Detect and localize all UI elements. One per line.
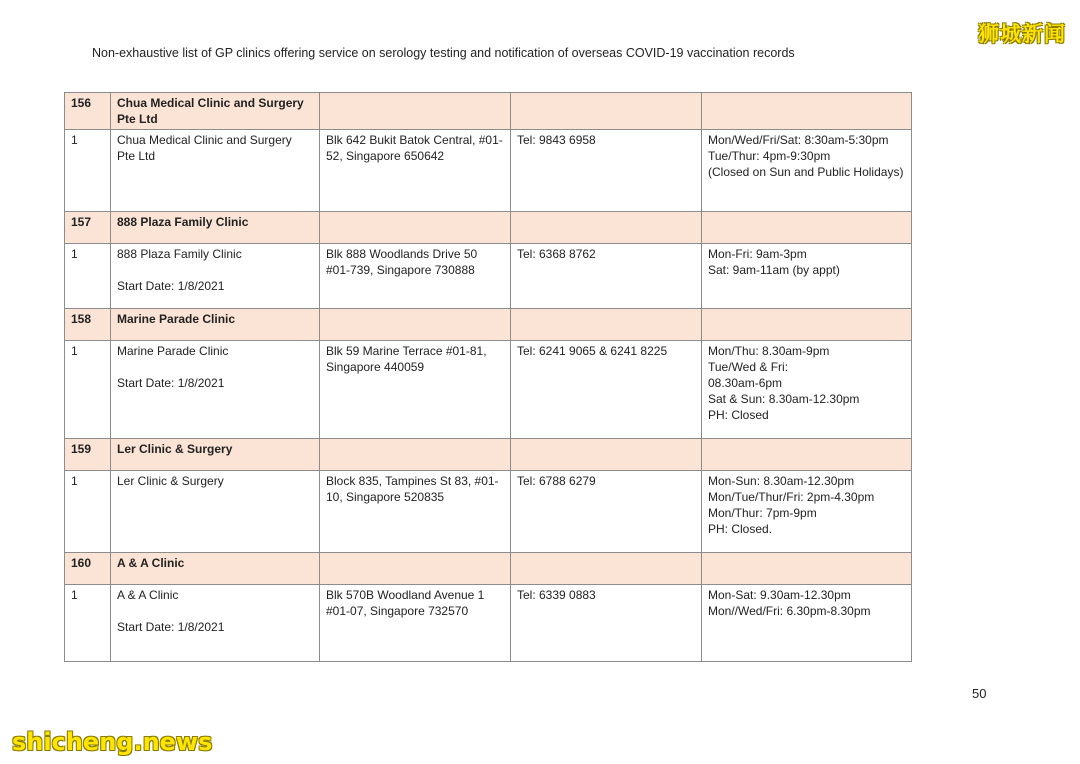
hours-line: Mon/Thu: 8.30am-9pm [708,344,830,358]
entry-index: 1 [65,471,111,553]
empty-cell [702,553,912,585]
clinic-number: 160 [65,553,111,585]
empty-cell [320,309,511,341]
entry-address: Block 835, Tampines St 83, #01-10, Singapore 520835 [320,471,511,553]
entry-name: 888 Plaza Family Clinic [117,247,242,261]
entry-tel: Tel: 9843 6958 [511,130,702,212]
empty-cell [511,212,702,244]
clinic-header-row [65,309,912,341]
empty-cell [702,212,912,244]
clinic-number: 156 [65,93,111,130]
clinic-detail-row [65,244,912,309]
empty-cell [702,439,912,471]
entry-hours [702,471,912,553]
clinic-detail-row [65,341,912,439]
entry-name: Marine Parade Clinic [117,344,229,358]
clinic-header-row [65,93,912,130]
empty-cell [320,439,511,471]
watermark-logo-site: shicheng.news [12,728,213,756]
hours-line: Mon/Thur: 7pm-9pm [708,506,817,520]
empty-cell [511,439,702,471]
entry-name-cell [111,244,320,309]
empty-cell [511,553,702,585]
entry-index: 1 [65,244,111,309]
hours-line: PH: Closed. [708,522,773,536]
entry-index: 1 [65,341,111,439]
clinic-detail-row [65,471,912,553]
entry-name-cell [111,471,320,553]
entry-index: 1 [65,585,111,662]
entry-tel: Tel: 6339 0883 [511,585,702,662]
hours-line: PH: Closed [708,408,769,422]
clinic-header-row [65,439,912,471]
clinic-name: A & A Clinic [111,553,320,585]
clinic-header-row [65,212,912,244]
clinic-number: 157 [65,212,111,244]
page-number: 50 [972,686,987,701]
empty-cell [511,93,702,130]
clinic-name: Marine Parade Clinic [111,309,320,341]
hours-line: Mon/Tue/Thur/Fri: 2pm-4.30pm [708,490,875,504]
hours-line: Mon-Sat: 9.30am-12.30pm [708,588,851,602]
hours-line: (Closed on Sun and Public Holidays) [708,165,904,179]
clinic-table [64,92,912,662]
empty-cell [511,309,702,341]
hours-line: Mon-Sun: 8.30am-12.30pm [708,474,855,488]
entry-name: A & A Clinic [117,588,179,602]
entry-name-cell [111,585,320,662]
hours-line: Sat: 9am-11am (by appt) [708,263,840,277]
clinic-detail-row [65,130,912,212]
entry-index: 1 [65,130,111,212]
clinic-name: Ler Clinic & Surgery [111,439,320,471]
empty-cell [702,309,912,341]
entry-start-date: Start Date: 1/8/2021 [117,620,225,634]
empty-cell [702,93,912,130]
entry-start-date: Start Date: 1/8/2021 [117,279,225,293]
empty-cell [320,553,511,585]
entry-address: Blk 59 Marine Terrace #01-81, Singapore 440059 [320,341,511,439]
entry-address: Blk 642 Bukit Batok Central, #01-52, Singapore 650642 [320,130,511,212]
clinic-detail-row [65,585,912,662]
hours-line: Mon/Wed/Fri/Sat: 8:30am-5:30pm [708,133,889,147]
clinic-number: 159 [65,439,111,471]
page-title: Non-exhaustive list of GP clinics offering service on serology testing and notification of overseas COVID-19 vaccination records [92,46,795,60]
watermark-logo-chinese: 狮城新闻 [978,22,1066,46]
entry-tel: Tel: 6788 6279 [511,471,702,553]
entry-name-cell [111,341,320,439]
hours-line: Mon-Fri: 9am-3pm [708,247,807,261]
entry-address: Blk 570B Woodland Avenue 1 #01-07, Singapore 732570 [320,585,511,662]
entry-address: Blk 888 Woodlands Drive 50 #01-739, Singapore 730888 [320,244,511,309]
empty-cell [320,212,511,244]
entry-start-date: Start Date: 1/8/2021 [117,376,225,390]
entry-name: Ler Clinic & Surgery [117,474,224,488]
clinic-header-row [65,553,912,585]
entry-tel: Tel: 6368 8762 [511,244,702,309]
hours-line: 08.30am-6pm [708,376,783,390]
entry-hours [702,130,912,212]
empty-cell [320,93,511,130]
entry-hours [702,341,912,439]
entry-name: Chua Medical Clinic and Surgery Pte Ltd [117,133,296,163]
hours-line: Tue/Wed & Fri: [708,360,789,374]
entry-hours [702,244,912,309]
hours-line: Tue/Thur: 4pm-9:30pm [708,149,831,163]
clinic-name: Chua Medical Clinic and Surgery Pte Ltd [111,93,320,130]
hours-line: Sat & Sun: 8.30am-12.30pm [708,392,860,406]
entry-name-cell [111,130,320,212]
hours-line: Mon//Wed/Fri: 6.30pm-8.30pm [708,604,871,618]
clinic-name: 888 Plaza Family Clinic [111,212,320,244]
clinic-number: 158 [65,309,111,341]
entry-hours [702,585,912,662]
entry-tel: Tel: 6241 9065 & 6241 8225 [511,341,702,439]
